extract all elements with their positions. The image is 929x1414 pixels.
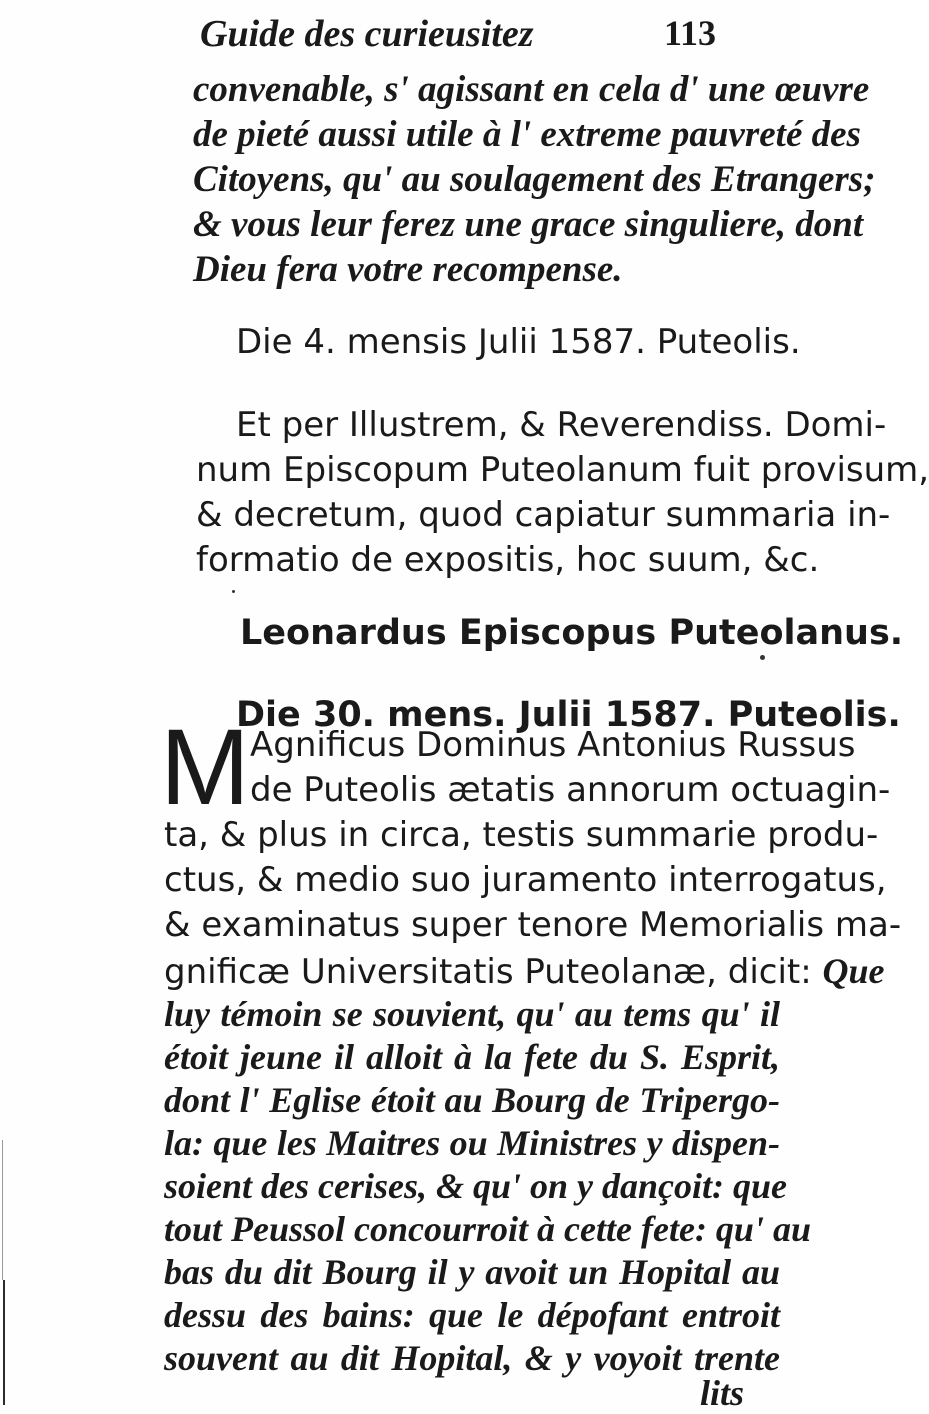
running-title: Guide des curieusitez xyxy=(200,13,534,55)
testimony-latin-line: Agnificus Dominus Antonius Russus xyxy=(250,725,856,765)
testimony-latin-end: gnificæ Universitatis Puteolanæ, dicit: xyxy=(164,952,812,992)
running-header xyxy=(200,12,717,56)
dateline-july-4: Die 4. mensis Julii 1587. Puteolis. xyxy=(236,322,801,362)
testimony-french-line: luy témoin se souvient, qu' au tems qu' il xyxy=(164,994,780,1034)
testimony-french-line: étoit jeune il alloit à la fete du S. Esprit, xyxy=(164,1037,780,1077)
testimony-french-line: tout Peussol concourroit à cette fete: qu' au xyxy=(164,1209,811,1249)
testimony-french-line: soient des cerises, & qu' on y dançoit: que xyxy=(164,1166,787,1206)
latin-decree-line: Et per Illustrem, & Reverendiss. Domi- xyxy=(236,405,887,445)
page-edge-shadow xyxy=(3,1280,5,1405)
french-intro-line: de pieté aussi utile à l' extreme pauvreté des xyxy=(193,114,861,155)
french-intro-line: Citoyens, qu' au soulagement des Etrangers; xyxy=(193,159,876,200)
testimony-french-line: la: que les Maitres ou Ministres y dispen- xyxy=(164,1123,780,1163)
latin-decree-line: formatio de expositis, hoc suum, &c. xyxy=(196,540,820,580)
ink-speck xyxy=(232,590,235,593)
dateline-july-30: Die 30. mens. Julii 1587. Puteolis. xyxy=(236,695,901,735)
testimony-latin-line: ta, & plus in circa, testis summarie produ- xyxy=(164,815,879,855)
testimony-latin-line: ctus, & medio suo juramento interrogatus, xyxy=(164,860,887,900)
latin-decree-line: & decretum, quod capiatur summaria in- xyxy=(196,495,891,535)
drop-cap-initial: M xyxy=(160,706,250,827)
testimony-french-line: souvent au dit Hopital, & y voyoit trente xyxy=(164,1338,780,1378)
french-intro-line: & vous leur ferez une grace singuliere, dont xyxy=(193,204,864,245)
ink-speck xyxy=(760,655,765,660)
page-edge-shadow xyxy=(2,1140,3,1280)
page-number: 113 xyxy=(664,13,717,53)
testimony-french-line: bas du dit Bourg il y avoit un Hopital au xyxy=(164,1252,780,1292)
testimony-latin-line: de Puteolis ætatis annorum octuagin- xyxy=(250,770,891,810)
testimony-french-start: Que xyxy=(822,951,885,991)
testimony-mixed-line xyxy=(164,950,885,992)
bishop-signature: Leonardus Episcopus Puteolanus. xyxy=(240,613,904,653)
testimony-latin-line: & examinatus super tenore Memorialis ma- xyxy=(164,905,902,945)
latin-decree-line: num Episcopum Puteolanum fuit provisum, xyxy=(196,450,929,490)
catchword: lits xyxy=(700,1373,745,1413)
testimony-french-line: dessu des bains: que le dépofant entroit xyxy=(164,1295,780,1335)
french-intro-line: Dieu fera votre recompense. xyxy=(193,249,623,290)
french-intro-line: convenable, s' agissant en cela d' une œuvre xyxy=(193,69,870,110)
testimony-french-line: dont l' Eglise étoit au Bourg de Tripergo- xyxy=(164,1080,780,1120)
